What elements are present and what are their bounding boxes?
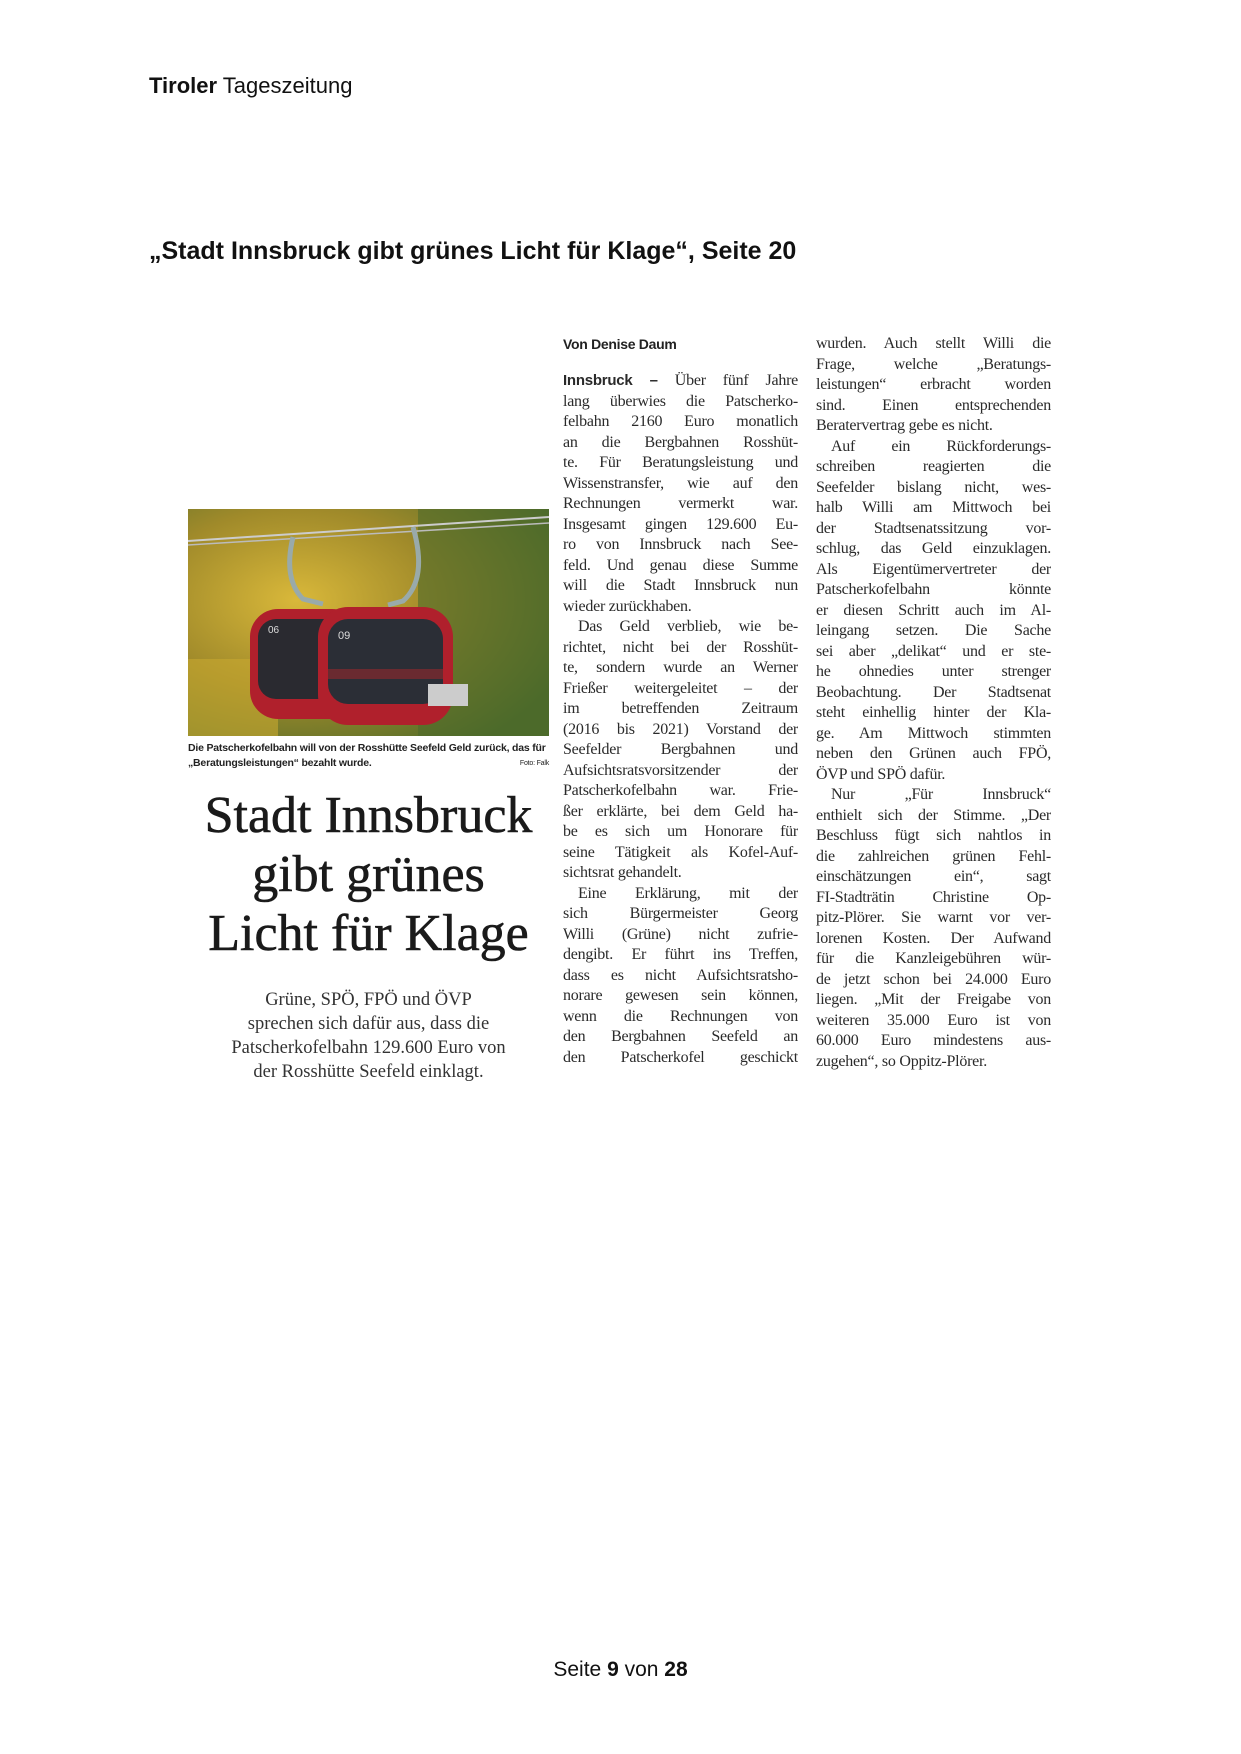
headline: [188, 786, 549, 963]
subheadline-line: sprechen sich dafür aus, dass die: [247, 1014, 490, 1034]
article-column-1: [563, 334, 798, 1068]
article-reference-title: „Stadt Innsbruck gibt grünes Licht für Klage“, Seite 20: [149, 237, 797, 265]
article-line: Patscherkofelbahn war. Frie-: [563, 782, 798, 799]
dateline: Innsbruck –: [563, 372, 658, 389]
gondola-photo: [188, 509, 549, 736]
article-line: ßer erklärte, bei dem Geld ha-: [563, 802, 798, 820]
article-line: sich Bürgermeister Georg: [563, 905, 798, 922]
subheadline-line: Grüne, SPÖ, FPÖ und ÖVP: [265, 990, 472, 1010]
article-line: für die Kanzleigebühren wür-: [816, 950, 1051, 967]
article-line: he ohnedies unter strenger: [816, 663, 1051, 680]
article-line: der Stadtsenatssitzung vor-: [816, 519, 1051, 537]
article-line: 60.000 Euro mindestens aus-: [816, 1032, 1051, 1049]
article-line: Frage, welche „Beratungs-: [816, 355, 1051, 373]
article-line: Auf ein Rückforderungs-: [831, 437, 1051, 455]
article-line: den Patscherkofel geschickt: [563, 1048, 798, 1066]
article-line: schreiben reagierten die: [816, 458, 1051, 475]
caption-text: Die Patscherkofelbahn will von der Rosshütte Seefeld Geld zurück, das für „Beratungsleistungen“ bezahlt wurde.: [188, 742, 546, 769]
article-line: die zahlreichen grünen Fehl-: [816, 847, 1051, 865]
article-line: schlug, das Geld einzuklagen.: [816, 540, 1051, 557]
article-line: den Bergbahnen Seefeld an: [563, 1028, 798, 1045]
article-line: neben den Grünen auch FPÖ,: [816, 745, 1051, 762]
article-line: Aufsichtsratsvorsitzender der: [563, 761, 798, 779]
headline-line: Licht für Klage: [208, 905, 529, 962]
headline-line: gibt grünes: [252, 846, 485, 903]
article-line: Frießer weitergeleitet – der: [563, 679, 798, 697]
subheadline: [188, 988, 549, 1084]
article-line: feld. Und genau diese Summe: [563, 556, 798, 574]
article-line: dengibt. Er führt ins Treffen,: [563, 946, 798, 963]
photo-caption: [188, 741, 549, 771]
article-line: seine Tätigkeit als Kofel-Auf-: [563, 843, 798, 861]
article-line: Nur „Für Innsbruck“: [831, 786, 1051, 803]
article-line: Das Geld verblieb, wie be-: [578, 618, 798, 635]
brand-bold: Tiroler: [149, 73, 218, 98]
article-line: weiteren 35.000 Euro ist von: [816, 1011, 1051, 1029]
article-line: leistungen“ erbracht worden: [816, 376, 1051, 393]
article-line: an die Bergbahnen Rosshüt-: [563, 433, 798, 451]
current-page: 9: [607, 1658, 619, 1681]
brand-regular: Tageszeitung: [222, 73, 353, 98]
article-line: Beratervertrag gebe es nicht.: [816, 417, 993, 434]
article-line: Eine Erklärung, mit der: [578, 884, 798, 902]
article-line: de jetzt schon bei 24.000 Euro: [816, 970, 1051, 988]
newspaper-brand: [149, 73, 352, 99]
article-line: ge. Am Mittwoch stimmten: [816, 724, 1051, 742]
article-line: steht einhellig hinter der Kla-: [816, 704, 1051, 721]
article-line: Als Eigentümervertreter der: [816, 560, 1051, 578]
article-line: ÖVP und SPÖ dafür.: [816, 765, 946, 783]
article-line: be es sich um Honorare für: [563, 823, 798, 840]
article-line: Seefelder bislang nicht, wes-: [816, 478, 1051, 496]
article-line: Rechnungen vermerkt war.: [563, 495, 798, 512]
article-line: einschätzungen ein“, sagt: [816, 868, 1051, 885]
article-line: enthielt sich der Stimme. „Der: [816, 806, 1051, 824]
article-line: sichtsrat gehandelt.: [563, 864, 682, 881]
article-line: sind. Einen entsprechenden: [816, 396, 1051, 414]
article-line: te. Für Beratungsleistung und: [563, 454, 798, 471]
article-line: norare gewesen sein können,: [563, 987, 798, 1004]
article-line: halb Willi am Mittwoch bei: [816, 499, 1051, 516]
article-line: liegen. „Mit der Freigabe von: [816, 991, 1051, 1008]
article-line: Willi (Grüne) nicht zufrie-: [563, 925, 798, 943]
page-number: [0, 1658, 1241, 1682]
article-line: Wissenstransfer, wie auf den: [563, 474, 798, 492]
article-line: er diesen Schritt auch im Al-: [816, 601, 1051, 619]
article-line: Seefelder Bergbahnen und: [563, 741, 798, 758]
footer-of: von: [624, 1658, 659, 1681]
article-line: Patscherkofelbahn könnte: [816, 581, 1051, 598]
article-line: lang überwies die Patscherko-: [563, 392, 798, 410]
article-line: FI-Stadträtin Christine Op-: [816, 888, 1051, 906]
photo-credit: Foto: Falk: [519, 760, 549, 767]
article-line: dass es nicht Aufsichtsratsho-: [563, 966, 798, 984]
footer-prefix: Seite: [553, 1658, 602, 1681]
article-line: richtet, nicht bei der Rosshüt-: [563, 638, 798, 656]
subheadline-line: Patscherkofelbahn 129.600 Euro von: [231, 1038, 506, 1058]
article-line: lorenen Kosten. Der Aufwand: [816, 929, 1051, 947]
article-line: ro von Innsbruck nach See-: [563, 536, 798, 553]
article-column-2: [816, 334, 1051, 1072]
byline: Von Denise Daum: [563, 336, 677, 352]
article-line: im betreffenden Zeitraum: [563, 700, 798, 717]
headline-line: Stadt Innsbruck: [204, 787, 533, 844]
article-line: wenn die Rechnungen von: [563, 1007, 798, 1025]
article-line: sei aber „delikat“ und er ste-: [816, 642, 1051, 660]
article-line: will die Stadt Innsbruck nun: [563, 577, 798, 594]
subheadline-line: der Rosshütte Seefeld einklagt.: [253, 1062, 484, 1082]
article-line: (2016 bis 2021) Vorstand der: [563, 720, 798, 738]
article-line: felbahn 2160 Euro monatlich: [563, 413, 798, 430]
article-line: zugehen“, so Oppitz-Plörer.: [816, 1052, 987, 1070]
article-line: Insgesamt gingen 129.600 Eu-: [563, 515, 798, 533]
article-line: leingang setzen. Die Sache: [816, 622, 1051, 639]
gondola-number: 06: [268, 625, 280, 636]
article-line-text: Über fünf Jahre: [674, 372, 798, 389]
article-line: pitz-Plörer. Sie warnt vor ver-: [816, 909, 1051, 926]
total-pages: 28: [664, 1658, 688, 1681]
article-line: wieder zurückhaben.: [563, 597, 692, 615]
article-line: Beobachtung. Der Stadtsenat: [816, 683, 1051, 701]
article-line: wurden. Auch stellt Willi die: [816, 335, 1051, 352]
article-line: Beschluss fügt sich nahtlos in: [816, 827, 1051, 844]
article-line: te, sondern wurde an Werner: [563, 659, 798, 676]
article-line: [563, 371, 798, 392]
gondola-number: 09: [338, 630, 351, 642]
